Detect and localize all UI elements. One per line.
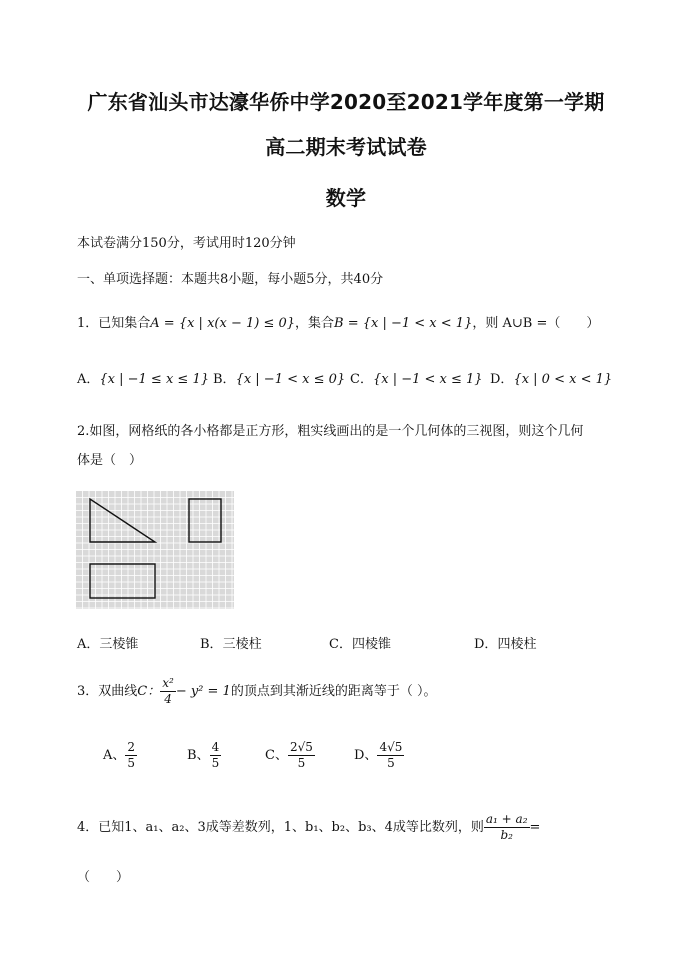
- q4-prefix: 4．已知1、a₁、a₂、3成等差数列，1、b₁、b₂、b₃、4成等比数列，则: [77, 820, 484, 835]
- q2-option-d[interactable]: D．四棱柱: [474, 637, 537, 652]
- q4-answer-paren: （ ）: [77, 870, 130, 885]
- exam-info: 本试卷满分150分，考试用时120分钟: [77, 236, 296, 251]
- q1-prefix: 1．已知集合: [77, 316, 151, 331]
- question-3: [77, 672, 436, 712]
- q4-equals: =: [529, 820, 541, 835]
- q3-option-a[interactable]: A、 $\frac{2}{5}$: [103, 740, 136, 770]
- q1-suffix: ，则 A∪B =（ ）: [472, 316, 600, 331]
- q3-option-b[interactable]: B、 $\frac{4}{5}$: [187, 740, 220, 770]
- question-4: [77, 808, 540, 848]
- q2-option-c[interactable]: C．四棱锥: [329, 637, 391, 652]
- q1-mid: ，集合: [295, 316, 335, 331]
- q3-suffix: 的顶点到其渐近线的距离等于（ ）。: [230, 684, 437, 699]
- q1-option-d[interactable]: D．{x | 0 < x < 1}: [490, 372, 613, 387]
- q1-set-b: B = {x | −1 < x < 1}: [334, 316, 473, 331]
- question-1: [77, 312, 599, 331]
- q3-option-c[interactable]: C、 $\frac{2√5}{5}$: [265, 740, 313, 770]
- q1-option-c[interactable]: C．{x | −1 < x ≤ 1}: [350, 372, 483, 387]
- exam-title-line1: 广东省汕头市达濠华侨中学2020至2021学年度第一学期: [87, 90, 605, 114]
- q3-prefix: 3．双曲线: [77, 684, 138, 699]
- q3-fraction: $\frac{\text{x²}}{4}$: [162, 676, 174, 706]
- q3-equation-rest: − y² = 1: [175, 684, 231, 699]
- q4-fraction: $\frac{\text{a₁ + a₂}}{\text{b₂}}$: [485, 812, 528, 842]
- q2-option-a[interactable]: A．三棱锥: [77, 637, 139, 652]
- three-view-grid-figure: [76, 491, 234, 609]
- exam-title-line2: 高二期末考试试卷: [265, 135, 427, 159]
- q3-option-d[interactable]: D、 $\frac{4√5}{5}$: [354, 740, 403, 770]
- q1-option-b[interactable]: B．{x | −1 < x ≤ 0}: [213, 372, 346, 387]
- section-heading: 一、单项选择题：本题共8小题，每小题5分，共40分: [77, 272, 384, 287]
- q1-set-a: A = {x | x(x − 1) ≤ 0}: [150, 316, 296, 331]
- q2-option-b[interactable]: B．三棱柱: [200, 637, 262, 652]
- q3-curve: C：: [137, 684, 161, 699]
- subject-title: 数学: [325, 186, 367, 210]
- q1-option-a[interactable]: A．{x | −1 ≤ x ≤ 1}: [77, 372, 209, 387]
- question-2-line1: 2.如图，网格纸的各小格都是正方形，粗实线画出的是一个几何体的三视图，则这个几何: [77, 424, 584, 439]
- question-2-line2: 体是（ ）: [77, 453, 143, 468]
